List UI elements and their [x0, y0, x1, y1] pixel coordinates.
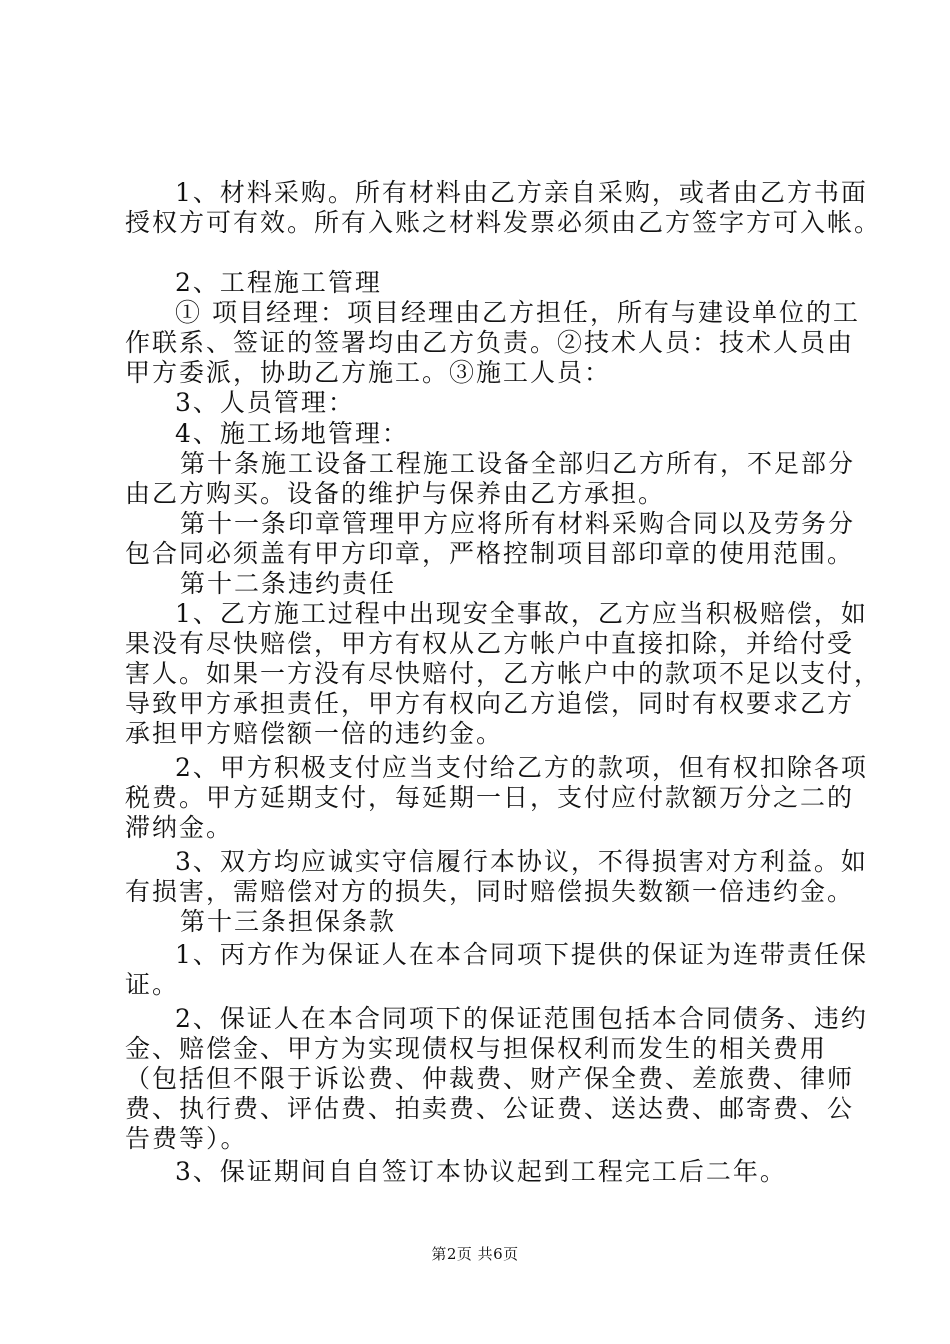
text-line: 税费。甲方延期支付，每延期一日，支付应付款额万分之二的	[125, 783, 855, 812]
text-line: 甲方委派，协助乙方施工。③施工人员：	[125, 358, 612, 387]
text-line: 授权方可有效。所有入账之材料发票必须由乙方签字方可入帐。	[125, 208, 882, 237]
text-line: 证。	[125, 970, 180, 999]
text-line: 由乙方购买。设备的维护与保养由乙方承担。	[125, 479, 666, 508]
text-line: 第十一条印章管理甲方应将所有材料采购合同以及劳务分	[180, 509, 856, 538]
text-line: 2、甲方积极支付应当支付给乙方的款项，但有权扣除各项	[175, 753, 868, 782]
text-line: 第十条施工设备工程施工设备全部归乙方所有，不足部分	[180, 449, 856, 478]
text-line: 果没有尽快赔偿，甲方有权从乙方帐户中直接扣除，并给付受	[125, 629, 855, 658]
text-line: 包合同必须盖有甲方印章，严格控制项目部印章的使用范围。	[125, 539, 855, 568]
page-number-footer: 第2页 共6页	[431, 1245, 519, 1263]
text-line: 费、执行费、评估费、拍卖费、公证费、送达费、邮寄费、公	[125, 1094, 855, 1123]
text-line: 作联系、签证的签署均由乙方负责。②技术人员：技术人员由	[125, 328, 855, 357]
text-line: （包括但不限于诉讼费、仲裁费、财产保全费、差旅费、律师	[125, 1064, 855, 1093]
text-line: 2、工程施工管理	[175, 268, 382, 297]
text-line: 2、保证人在本合同项下的保证范围包括本合同债务、违约	[175, 1004, 868, 1033]
text-line: 3、双方均应诚实守信履行本协议，不得损害对方利益。如	[175, 847, 868, 876]
text-line: 害人。如果一方没有尽快赔付，乙方帐户中的款项不足以支付，	[125, 659, 882, 688]
text-line: ① 项目经理：项目经理由乙方担任，所有与建设单位的工	[175, 298, 860, 327]
text-line: 告费等）。	[125, 1124, 248, 1153]
text-line: 承担甲方赔偿额一倍的违约金。	[125, 719, 504, 748]
text-line: 1、丙方作为保证人在本合同项下提供的保证为连带责任保	[175, 940, 868, 969]
text-line: 导致甲方承担责任，甲方有权向乙方追偿，同时有权要求乙方	[125, 689, 855, 718]
text-line: 金、赔偿金、甲方为实现债权与担保权利而发生的相关费用	[125, 1034, 828, 1063]
text-line: 有损害，需赔偿对方的损失，同时赔偿损失数额一倍违约金。	[125, 877, 855, 906]
text-line: 1、乙方施工过程中出现安全事故，乙方应当积极赔偿，如	[175, 599, 868, 628]
section-heading: 第十二条违约责任	[180, 569, 397, 598]
text-line: 3、人员管理：	[175, 388, 355, 417]
text-line: 4、施工场地管理：	[175, 419, 409, 448]
text-line: 3、保证期间自自签订本协议起到工程完工后二年。	[175, 1157, 787, 1186]
section-heading: 第十三条担保条款	[180, 907, 397, 936]
text-line: 滞纳金。	[125, 813, 234, 842]
text-line: 1、材料采购。所有材料由乙方亲自采购，或者由乙方书面	[175, 178, 868, 207]
